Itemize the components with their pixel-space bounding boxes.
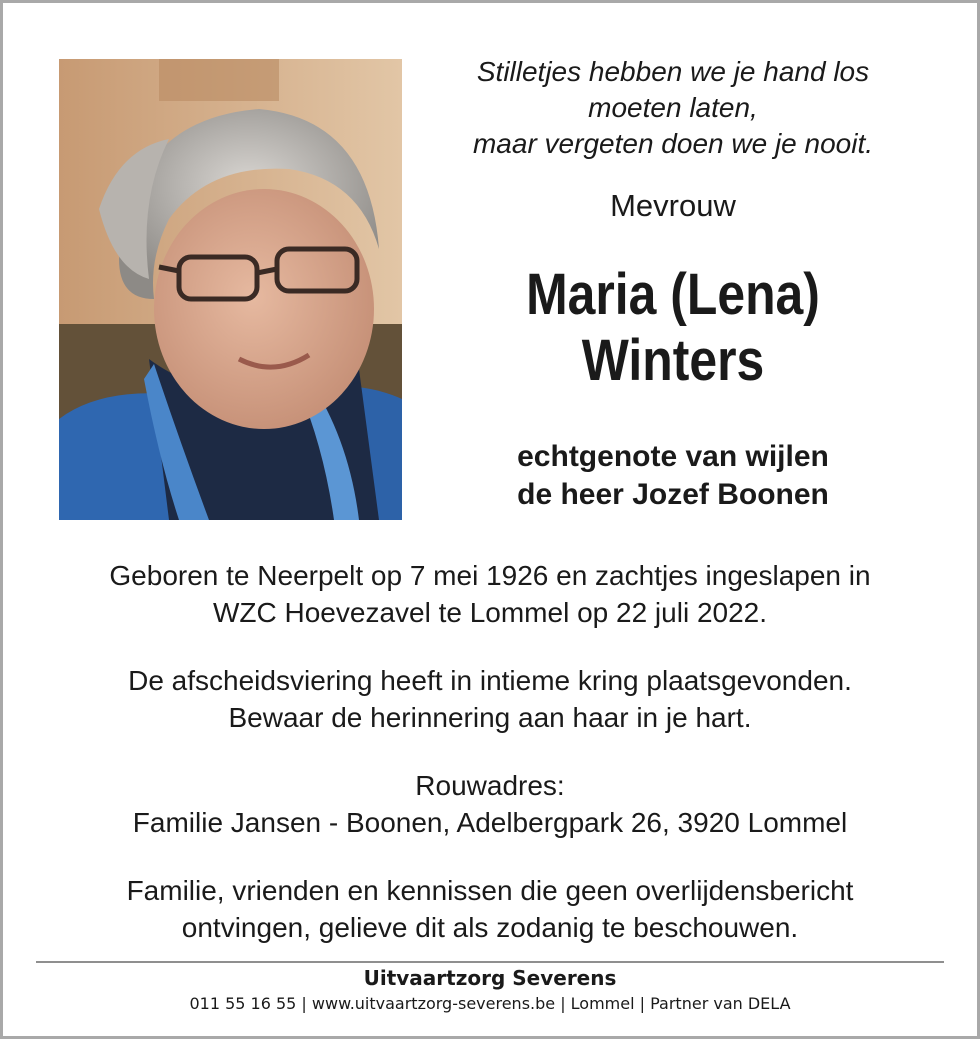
paragraph-line: ontvingen, gelieve dit als zodanig te beschouwen.: [181, 912, 799, 943]
spouse-line: echtgenote van wijlen: [517, 440, 829, 473]
mourning-address: [0, 767, 980, 841]
name-line: Maria (Lena): [526, 262, 820, 327]
poem-line: maar vergeten doen we je nooit.: [472, 128, 874, 159]
notice-paragraph: [0, 872, 980, 946]
address-value: Familie Jansen - Boonen, Adelbergpark 26, 3920 Lommel: [132, 807, 848, 838]
portrait-photo: [59, 59, 402, 520]
address-label: Rouwadres:: [415, 770, 565, 801]
spouse-info: [418, 438, 928, 514]
paragraph-line: De afscheidsviering heeft in intieme kring plaatsgevonden.: [128, 665, 852, 696]
poem-line: moeten laten,: [588, 92, 758, 123]
paragraph-line: Bewaar de herinnering aan haar in je hart.: [228, 702, 752, 733]
undertaker-name: Uitvaartzorg Severens: [363, 966, 617, 990]
poem-line: Stilletjes hebben we je hand los: [476, 56, 870, 87]
birth-death-paragraph: [0, 557, 980, 631]
name-line: Winters: [581, 328, 765, 393]
footer-divider: [36, 961, 944, 963]
deceased-name: [454, 262, 893, 394]
paragraph-line: Geboren te Neerpelt op 7 mei 1926 en zachtjes ingeslapen in: [109, 560, 871, 591]
spouse-line: de heer Jozef Boonen: [517, 478, 829, 511]
undertaker-contact: 011 55 16 55 | www.uitvaartzorg-severens.be | Lommel | Partner van DELA: [189, 994, 791, 1013]
salutation: Mevrouw: [610, 188, 736, 223]
paragraph-line: WZC Hoevezavel te Lommel op 22 juli 2022.: [212, 597, 768, 628]
memorial-poem: [418, 54, 928, 162]
paragraph-line: Familie, vrienden en kennissen die geen overlijdensbericht: [126, 875, 854, 906]
ceremony-paragraph: [0, 662, 980, 736]
